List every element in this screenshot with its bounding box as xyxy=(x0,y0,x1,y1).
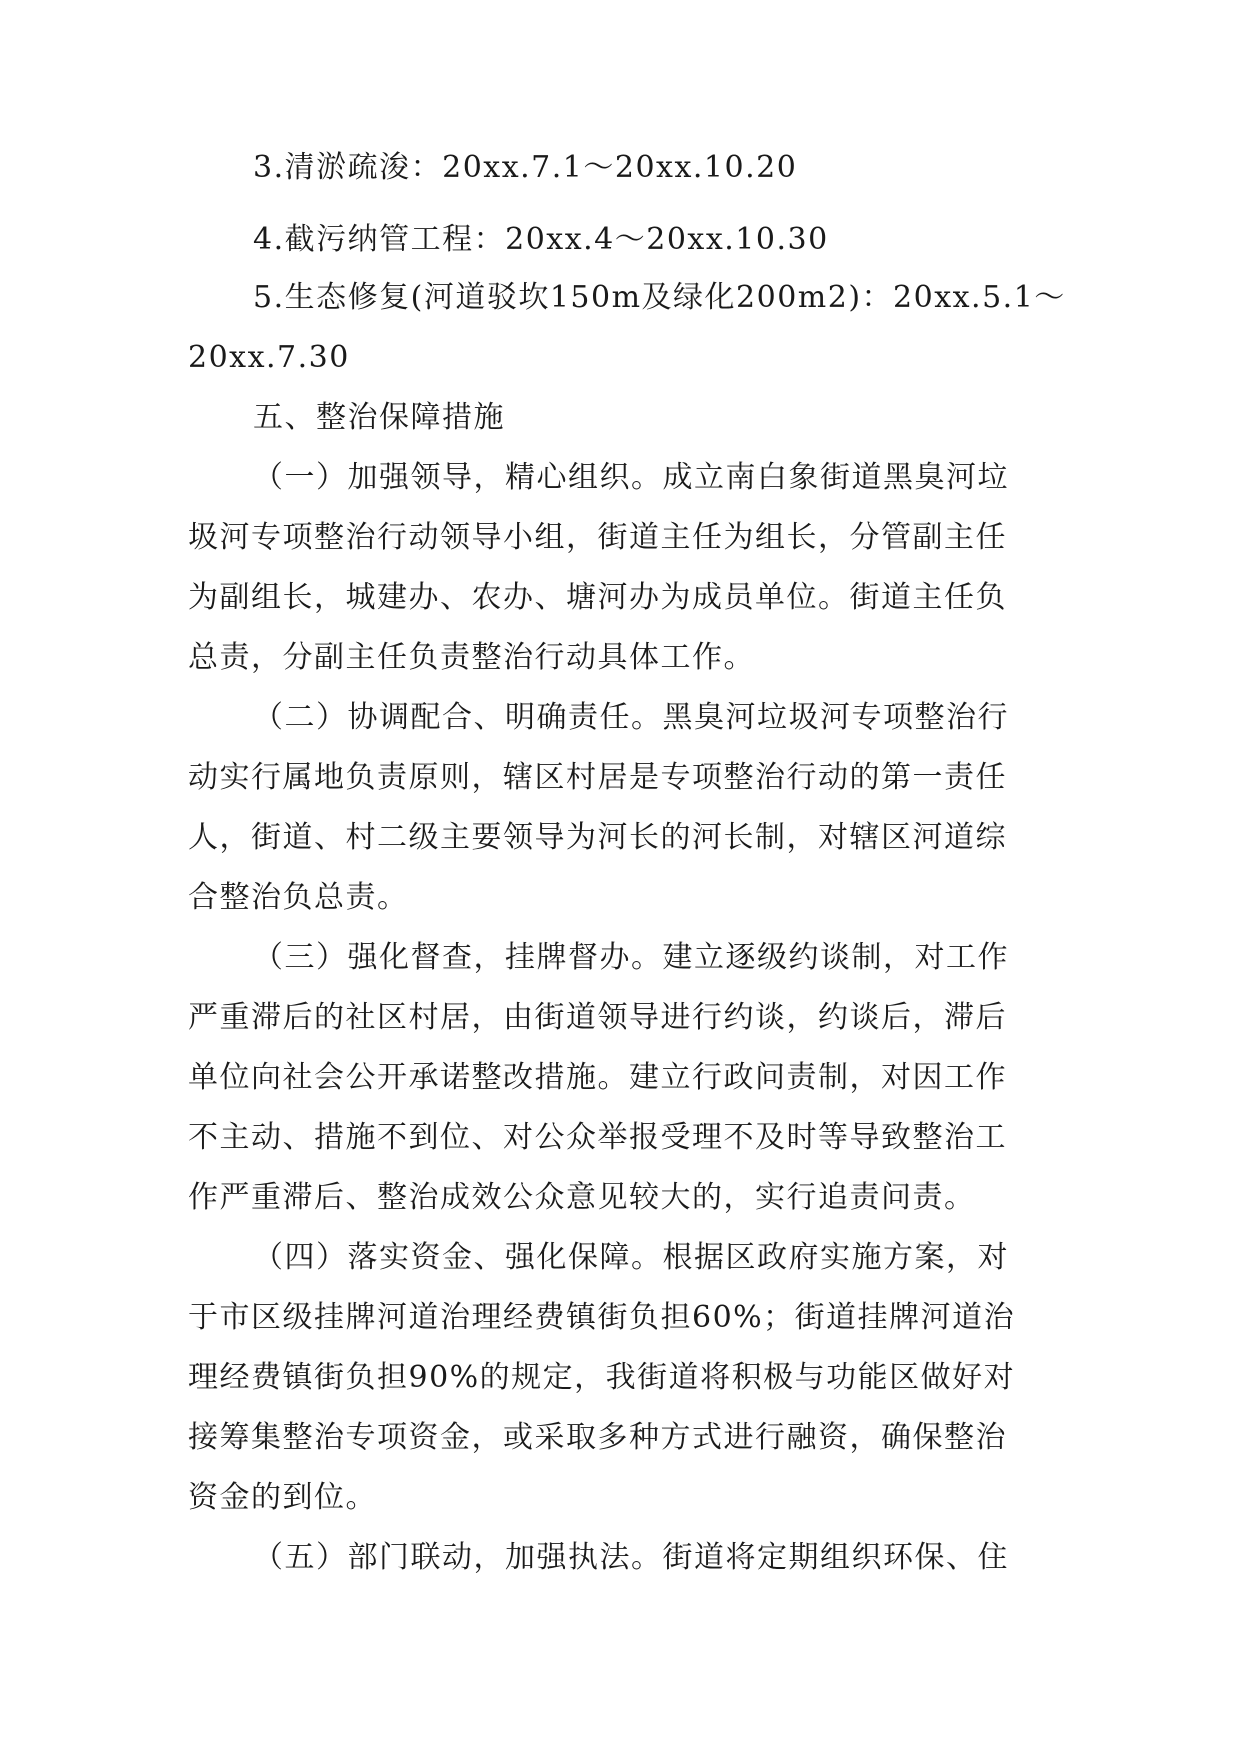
text-line-16: 单位向社会公开承诺整改措施。建立行政问责制，对因工作 xyxy=(188,1060,1007,1095)
text-line-18: 作严重滞后、整治成效公众意见较大的，实行追责问责。 xyxy=(188,1180,976,1215)
text-line-9: 总责，分副主任负责整治行动具体工作。 xyxy=(188,640,755,675)
text-line-23: 资金的到位。 xyxy=(188,1480,377,1515)
text-line-19: （四）落实资金、强化保障。根据区政府实施方案，对 xyxy=(253,1240,1009,1275)
section-heading: 五、整治保障措施 xyxy=(253,400,505,435)
text-line-4: 20xx.7.30 xyxy=(188,340,350,375)
text-line-10: （二）协调配合、明确责任。黑臭河垃圾河专项整治行 xyxy=(253,700,1009,735)
text-line-24: （五）部门联动，加强执法。街道将定期组织环保、住 xyxy=(253,1540,1009,1575)
text-line-22: 接筹集整治专项资金，或采取多种方式进行融资，确保整治 xyxy=(188,1420,1007,1455)
text-line-13: 合整治负总责。 xyxy=(188,880,409,915)
text-line-6: （一）加强领导，精心组织。成立南白象街道黑臭河垃 xyxy=(253,460,1009,495)
text-line-8: 为副组长，城建办、农办、塘河办为成员单位。街道主任负 xyxy=(188,580,1007,615)
text-line-3: 5.生态修复(河道驳坎150m及绿化200m2)：20xx.5.1～ xyxy=(253,280,1066,315)
text-line-15: 严重滞后的社区村居，由街道领导进行约谈，约谈后，滞后 xyxy=(188,1000,1007,1035)
text-line-11: 动实行属地负责原则，辖区村居是专项整治行动的第一责任 xyxy=(188,760,1007,795)
text-line-14: （三）强化督查，挂牌督办。建立逐级约谈制，对工作 xyxy=(253,940,1009,975)
text-line-7: 圾河专项整治行动领导小组，街道主任为组长，分管副主任 xyxy=(188,520,1007,555)
text-line-17: 不主动、措施不到位、对公众举报受理不及时等导致整治工 xyxy=(188,1120,1007,1155)
text-line-2: 4.截污纳管工程：20xx.4～20xx.10.30 xyxy=(253,222,829,257)
text-line-20: 于市区级挂牌河道治理经费镇街负担60%；街道挂牌河道治 xyxy=(188,1300,1016,1335)
text-line-21: 理经费镇街负担90%的规定，我街道将积极与功能区做好对 xyxy=(188,1360,1016,1395)
text-line-1: 3.清淤疏浚：20xx.7.1～20xx.10.20 xyxy=(253,150,798,185)
text-line-12: 人，街道、村二级主要领导为河长的河长制，对辖区河道综 xyxy=(188,820,1007,855)
